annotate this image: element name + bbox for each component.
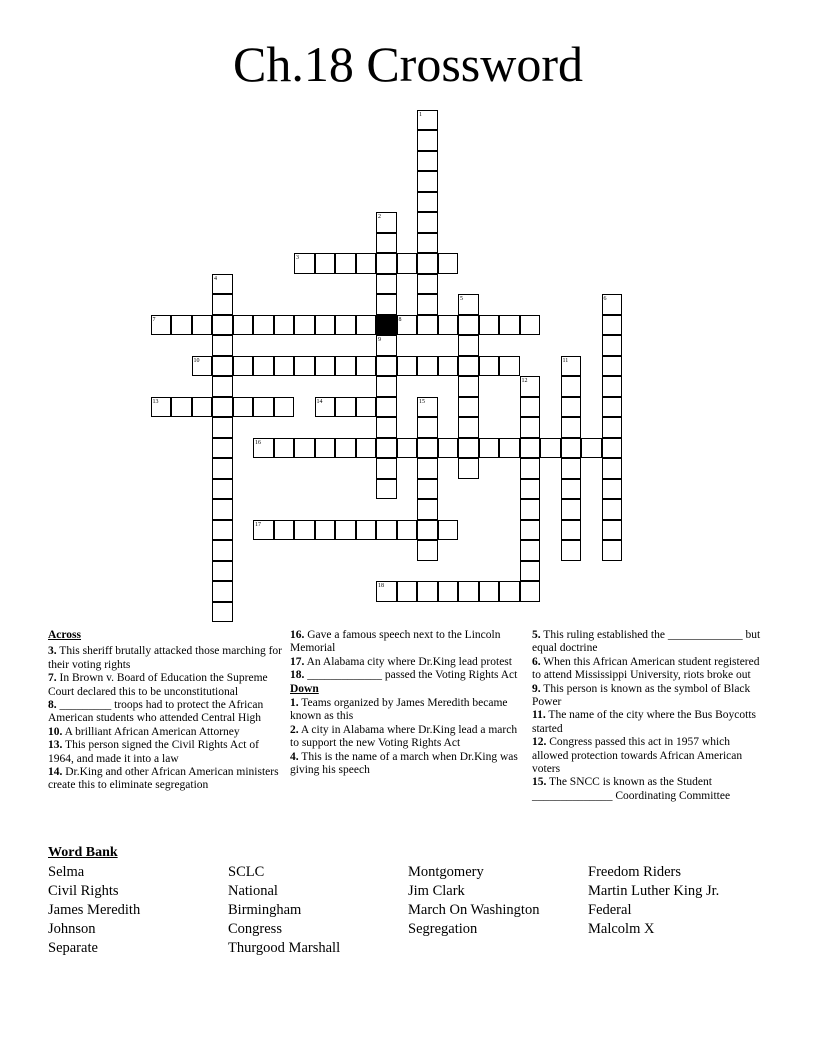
grid-cell[interactable] <box>274 356 295 377</box>
grid-cell[interactable] <box>212 438 233 459</box>
word-bank-column-3 <box>408 863 539 939</box>
grid-cell[interactable] <box>458 356 479 377</box>
grid-cell[interactable] <box>212 499 233 520</box>
grid-cell[interactable] <box>397 253 418 274</box>
clue-down-12: 12. Congress passed this act in 1957 which allowed protection towards African American voters <box>532 736 743 776</box>
grid-cell[interactable] <box>417 520 438 541</box>
grid-cell[interactable] <box>315 253 336 274</box>
grid-cell[interactable] <box>602 335 623 356</box>
grid-cell[interactable] <box>417 581 438 602</box>
grid-cell[interactable] <box>602 417 623 438</box>
grid-cell[interactable] <box>417 130 438 151</box>
grid-cell[interactable] <box>212 356 233 377</box>
grid-cell[interactable] <box>520 520 541 541</box>
grid-cell[interactable] <box>376 294 397 315</box>
grid-cell[interactable] <box>294 438 315 459</box>
grid-cell[interactable] <box>458 315 479 336</box>
clue-down-4: 4. This is the name of a march when Dr.King was giving his speech <box>290 750 518 777</box>
grid-clue-number: 3 <box>296 255 299 261</box>
grid-cell[interactable] <box>417 540 438 561</box>
grid-clue-number: 8 <box>398 316 402 323</box>
grid-cell[interactable] <box>417 253 438 274</box>
grid-cell[interactable] <box>540 438 561 459</box>
grid-cell[interactable] <box>335 438 356 459</box>
grid-cell[interactable] <box>520 315 541 336</box>
clue-across-17: 17. An Alabama city where Dr.King lead protest <box>290 655 512 668</box>
grid-cell[interactable] <box>581 438 602 459</box>
grid-cell[interactable] <box>233 315 254 336</box>
grid-clue-number: 1 <box>419 111 422 118</box>
grid-cell[interactable] <box>417 315 438 336</box>
grid-cell[interactable] <box>499 581 520 602</box>
grid-cell[interactable] <box>520 499 541 520</box>
grid-cell[interactable] <box>417 479 438 500</box>
grid-cell[interactable] <box>561 520 582 541</box>
grid-cell[interactable] <box>376 458 397 479</box>
grid-cell[interactable] <box>356 253 377 274</box>
grid-cell[interactable] <box>438 581 459 602</box>
grid-cell[interactable] <box>602 479 623 500</box>
grid-cell[interactable] <box>479 438 500 459</box>
grid-clue-number: 14 <box>316 398 323 405</box>
grid-cell[interactable] <box>417 438 438 459</box>
grid-cell[interactable] <box>602 438 623 459</box>
grid-cell[interactable] <box>458 335 479 356</box>
grid-clue-number: 18 <box>378 583 384 589</box>
grid-cell[interactable] <box>520 458 541 479</box>
grid-cell[interactable] <box>376 233 397 254</box>
grid-cell[interactable] <box>212 561 233 582</box>
grid-cell[interactable] <box>356 520 377 541</box>
grid-cell[interactable] <box>561 438 582 459</box>
grid-cell[interactable] <box>561 499 582 520</box>
grid-cell[interactable] <box>561 417 582 438</box>
grid-cell[interactable] <box>171 315 192 336</box>
word-bank-item: Selma <box>48 864 85 880</box>
grid-clue-number: 11 <box>562 357 569 364</box>
clue-down-5: 5. This ruling established the _____________ but equal doctrine <box>532 629 761 655</box>
grid-cell[interactable] <box>602 520 623 541</box>
clue-across-10: 10. A brilliant African American Attorney <box>48 725 240 738</box>
grid-cell[interactable] <box>294 520 315 541</box>
grid-cell[interactable] <box>212 335 233 356</box>
grid-cell[interactable] <box>602 540 623 561</box>
grid-cell[interactable] <box>479 315 500 336</box>
word-bank-item: Freedom Riders <box>588 864 682 880</box>
grid-cell[interactable] <box>417 294 438 315</box>
grid-cell[interactable] <box>438 520 459 541</box>
grid-cell[interactable] <box>294 315 315 336</box>
word-bank-column-4 <box>588 863 719 939</box>
grid-cell[interactable] <box>253 356 274 377</box>
grid-cell[interactable] <box>212 376 233 397</box>
clue-across-14: 14. Dr.King and other African American ministers create this to eliminate segregation <box>48 766 279 792</box>
grid-clue-number: 15 <box>419 398 425 405</box>
grid-cell[interactable] <box>376 253 397 274</box>
grid-cell[interactable] <box>417 233 438 254</box>
word-bank-item: Segregation <box>408 921 478 937</box>
grid-clue-number: 5 <box>460 296 463 302</box>
grid-cell[interactable] <box>438 253 459 274</box>
down-heading: Down <box>290 682 319 695</box>
grid-cell[interactable] <box>520 479 541 500</box>
clue-across-3: 3. This sheriff brutally attacked those marching for their voting rights <box>48 645 282 671</box>
clue-down-6: 6. When this African American student registered to attend Mississippi University, riots broke out <box>532 655 760 682</box>
grid-cell[interactable] <box>458 581 479 602</box>
clue-across-13: 13. This person signed the Civil Rights Act of 1964, and made it into a law <box>48 739 259 765</box>
grid-cell[interactable] <box>335 315 356 336</box>
grid-cell[interactable] <box>212 397 233 418</box>
word-bank-item: Johnson <box>48 921 96 937</box>
grid-cell[interactable] <box>438 356 459 377</box>
grid-cell[interactable] <box>274 520 295 541</box>
clue-down-1: 1. Teams organized by James Meredith became known as this <box>290 697 508 723</box>
grid-cell[interactable] <box>253 397 274 418</box>
grid-cell[interactable] <box>561 540 582 561</box>
grid-cell[interactable] <box>417 274 438 295</box>
grid-cell[interactable] <box>602 458 623 479</box>
grid-cell[interactable] <box>561 458 582 479</box>
grid-cell[interactable] <box>356 397 377 418</box>
grid-cell[interactable] <box>458 438 479 459</box>
grid-cell[interactable] <box>376 274 397 295</box>
word-bank-item: Birmingham <box>228 902 302 918</box>
grid-cell[interactable] <box>212 458 233 479</box>
grid-cell[interactable] <box>212 602 233 623</box>
grid-cell[interactable] <box>315 438 336 459</box>
word-bank-item: James Meredith <box>48 902 141 918</box>
grid-clue-number: 13 <box>152 398 159 405</box>
clue-across-8: 8. _________ troops had to protect the African American students who attended Central High <box>48 699 264 725</box>
grid-cell[interactable] <box>376 397 397 418</box>
word-bank-item: Montgomery <box>408 864 484 880</box>
word-bank-item: Civil Rights <box>48 883 119 899</box>
grid-cell[interactable] <box>294 356 315 377</box>
clue-down-11: 11. The name of the city where the Bus Boycotts started <box>532 709 757 735</box>
grid-clue-number: 16 <box>255 439 261 446</box>
grid-cell[interactable] <box>397 356 418 377</box>
word-bank-item: Martin Luther King Jr. <box>588 883 720 899</box>
grid-cell[interactable] <box>192 397 213 418</box>
grid-cell[interactable] <box>520 397 541 418</box>
grid-cell[interactable] <box>458 376 479 397</box>
clue-down-9: 9. This person is known as the symbol of Black Power <box>532 682 751 709</box>
grid-cell[interactable] <box>520 581 541 602</box>
grid-cell[interactable] <box>602 376 623 397</box>
grid-cell[interactable] <box>376 376 397 397</box>
word-bank-item: Jim Clark <box>408 883 465 899</box>
grid-cell[interactable] <box>417 499 438 520</box>
grid-cell[interactable] <box>397 520 418 541</box>
grid-cell[interactable] <box>376 520 397 541</box>
grid-cell[interactable] <box>520 438 541 459</box>
grid-cell[interactable] <box>356 356 377 377</box>
grid-cell[interactable] <box>376 417 397 438</box>
grid-cell[interactable] <box>520 561 541 582</box>
grid-cell[interactable] <box>335 520 356 541</box>
page-title: Ch.18 Crossword <box>232 36 584 92</box>
grid-cell[interactable] <box>438 315 459 336</box>
grid-cell[interactable] <box>438 438 459 459</box>
grid-cell[interactable] <box>212 520 233 541</box>
grid-cell[interactable] <box>397 438 418 459</box>
grid-cell[interactable] <box>499 315 520 336</box>
grid-cell[interactable] <box>397 581 418 602</box>
grid-cell[interactable] <box>417 192 438 213</box>
grid-black-cell <box>376 315 397 336</box>
grid-cell[interactable] <box>212 315 233 336</box>
grid-clue-number: 17 <box>255 521 261 528</box>
grid-cell[interactable] <box>602 397 623 418</box>
grid-cell[interactable] <box>212 479 233 500</box>
word-bank-item: Separate <box>48 940 98 956</box>
clue-down-2: 2. A city in Alabama where Dr.King lead a march to support the new Voting Rights Act <box>290 723 518 750</box>
grid-cell[interactable] <box>479 356 500 377</box>
word-bank-item: SCLC <box>228 864 265 880</box>
grid-cell[interactable] <box>479 581 500 602</box>
grid-cell[interactable] <box>561 479 582 500</box>
grid-cell[interactable] <box>602 315 623 336</box>
grid-cell[interactable] <box>356 315 377 336</box>
across-heading: Across <box>48 629 82 641</box>
grid-cell[interactable] <box>212 540 233 561</box>
grid-cell[interactable] <box>376 479 397 500</box>
word-bank-heading: Word Bank <box>48 845 118 860</box>
grid-cell[interactable] <box>417 356 438 377</box>
grid-cell[interactable] <box>561 397 582 418</box>
grid-cell[interactable] <box>417 151 438 172</box>
grid-cell[interactable] <box>499 438 520 459</box>
grid-cell[interactable] <box>561 376 582 397</box>
grid-cell[interactable] <box>417 171 438 192</box>
grid-cell[interactable] <box>520 540 541 561</box>
word-bank-column-1 <box>48 863 140 958</box>
grid-cell[interactable] <box>212 581 233 602</box>
clues-column-1 <box>48 629 286 793</box>
word-bank-item: Congress <box>228 921 282 937</box>
grid-clue-number: 10 <box>193 357 200 364</box>
grid-cell[interactable] <box>602 499 623 520</box>
word-bank-item: Malcolm X <box>588 921 655 937</box>
clue-down-15: 15. The SNCC is known as the Student ______________ Coordinating Committee <box>532 776 731 802</box>
clues-column-3 <box>532 629 768 803</box>
grid-cell[interactable] <box>171 397 192 418</box>
grid-clue-number: 2 <box>378 214 381 220</box>
grid-cell[interactable] <box>233 397 254 418</box>
grid-cell[interactable] <box>376 356 397 377</box>
grid-cell[interactable] <box>417 458 438 479</box>
grid-cell[interactable] <box>335 253 356 274</box>
grid-clue-number: 9 <box>378 337 381 343</box>
grid-cell[interactable] <box>602 356 623 377</box>
grid-cell[interactable] <box>417 417 438 438</box>
word-bank-item: March On Washington <box>408 902 540 918</box>
grid-cell[interactable] <box>335 356 356 377</box>
grid-cell[interactable] <box>192 315 213 336</box>
grid-cell[interactable] <box>274 315 295 336</box>
word-bank-column-2 <box>228 863 340 958</box>
grid-cell[interactable] <box>253 315 274 336</box>
grid-clue-number: 6 <box>603 296 607 302</box>
grid-cell[interactable] <box>458 397 479 418</box>
grid-cell[interactable] <box>458 458 479 479</box>
word-bank-item: National <box>228 883 278 899</box>
grid-cell[interactable] <box>212 294 233 315</box>
grid-clue-number: 7 <box>152 316 156 323</box>
grid-cell[interactable] <box>274 438 295 459</box>
grid-cell[interactable] <box>499 356 520 377</box>
clue-across-7: 7. In Brown v. Board of Education the Supreme Court declared this to be unconstitutional <box>48 672 268 698</box>
grid-cell[interactable] <box>356 438 377 459</box>
clue-across-18: 18. _____________ passed the Voting Rights Act <box>290 669 518 682</box>
clue-across-16: 16. Gave a famous speech next to the Lincoln Memorial <box>290 629 501 655</box>
grid-cell[interactable] <box>315 520 336 541</box>
grid-cell[interactable] <box>520 417 541 438</box>
grid-clue-number: 12 <box>521 378 528 384</box>
word-bank-item: Thurgood Marshall <box>228 940 341 956</box>
grid-cell[interactable] <box>233 356 254 377</box>
grid-cell[interactable] <box>458 417 479 438</box>
grid-cell[interactable] <box>315 315 336 336</box>
word-bank-item: Federal <box>588 902 632 918</box>
grid-cell[interactable] <box>335 397 356 418</box>
grid-cell[interactable] <box>376 438 397 459</box>
grid-cell[interactable] <box>315 356 336 377</box>
grid-cell[interactable] <box>417 212 438 233</box>
clues-column-2 <box>290 629 522 777</box>
grid-cell[interactable] <box>212 417 233 438</box>
grid-clue-number: 4 <box>214 275 217 282</box>
grid-cell[interactable] <box>274 397 295 418</box>
